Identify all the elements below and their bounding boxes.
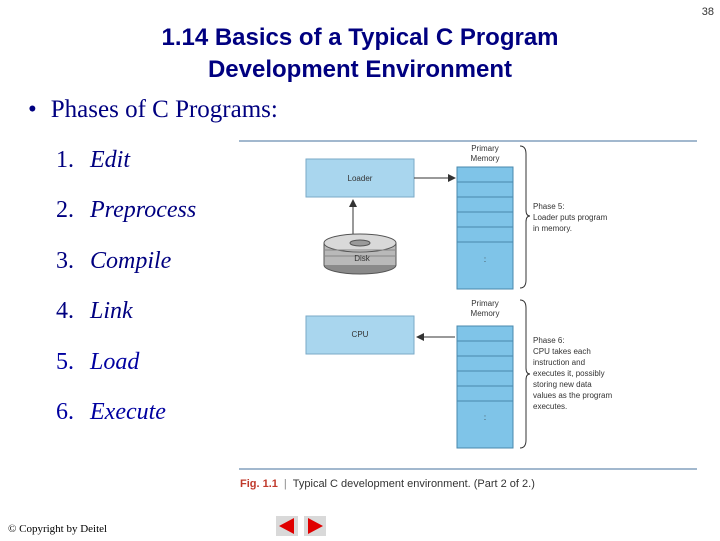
phase-number: 1. (56, 147, 74, 173)
phase-number: 2. (56, 197, 74, 223)
phase-item-execute (56, 399, 166, 426)
phase6-line: storing new data (533, 380, 592, 389)
bullet-dot: • (28, 96, 37, 123)
left-arrow-icon (276, 516, 298, 536)
cpu-label: CPU (351, 330, 369, 339)
development-environment-figure (239, 140, 697, 470)
next-slide-button[interactable] (304, 516, 326, 536)
phase-label: Preprocess (90, 197, 197, 223)
bullet-text: Phases of C Programs: (50, 96, 278, 123)
phase-item-link (56, 298, 133, 325)
phase-label: Link (90, 298, 133, 324)
phase-item-load (56, 349, 139, 376)
phase-label: Compile (90, 248, 172, 274)
phase-number: 6. (56, 399, 74, 425)
memory-ellipsis-1: : (483, 255, 487, 264)
primary-memory-block-2 (457, 326, 513, 448)
memory-ellipsis-2: : (483, 413, 487, 422)
copyright-notice: © Copyright by Deitel (8, 523, 108, 535)
phase5-line: Phase 5: (533, 202, 565, 211)
phase-item-edit (56, 147, 130, 174)
phase5-line: in memory. (533, 224, 572, 233)
phase5-brace (520, 146, 530, 288)
phase-number: 3. (56, 248, 74, 274)
figure-diagram (239, 140, 697, 470)
right-arrow-icon (304, 516, 326, 536)
bullet-heading (28, 96, 278, 124)
phase-label: Edit (90, 147, 130, 173)
phase5-line: Loader puts program (533, 213, 608, 222)
memory-label-bottom-2: Memory (470, 309, 500, 318)
memory-label-top-2: Memory (470, 154, 500, 163)
phase-number: 4. (56, 298, 74, 324)
phase-label: Load (90, 349, 140, 375)
figure-caption-separator: | (283, 478, 287, 490)
phase6-line: executes. (533, 402, 568, 411)
slide-title (95, 22, 625, 86)
memory-label-top-1: Primary (471, 144, 499, 153)
figure-caption (240, 478, 535, 490)
phase-item-preprocess (56, 197, 196, 224)
primary-memory-block-1 (457, 167, 513, 289)
figure-caption-text: Typical C development environment. (Part 2 of 2.) (292, 478, 535, 490)
slide-number: 38 (701, 6, 714, 18)
phase6-line: Phase 6: (533, 336, 565, 345)
phase6-brace (520, 300, 530, 448)
previous-slide-button[interactable] (276, 516, 298, 536)
memory-label-bottom-1: Primary (471, 299, 499, 308)
phase6-line: instruction and (533, 358, 586, 367)
slide-title-line-1: 1.14 Basics of a Typical C Program (161, 24, 559, 51)
phase-item-compile (56, 248, 171, 275)
loader-label: Loader (347, 174, 373, 183)
disk-label: Disk (354, 254, 370, 263)
phase-label: Execute (90, 399, 166, 425)
phase-number: 5. (56, 349, 74, 375)
phase6-line: values as the program (533, 391, 613, 400)
phase6-line: CPU takes each (533, 347, 591, 356)
figure-caption-label: Fig. 1.1 (240, 478, 278, 490)
phase6-line: executes it, possibly (533, 369, 605, 378)
slide-title-line-2: Development Environment (207, 56, 513, 83)
